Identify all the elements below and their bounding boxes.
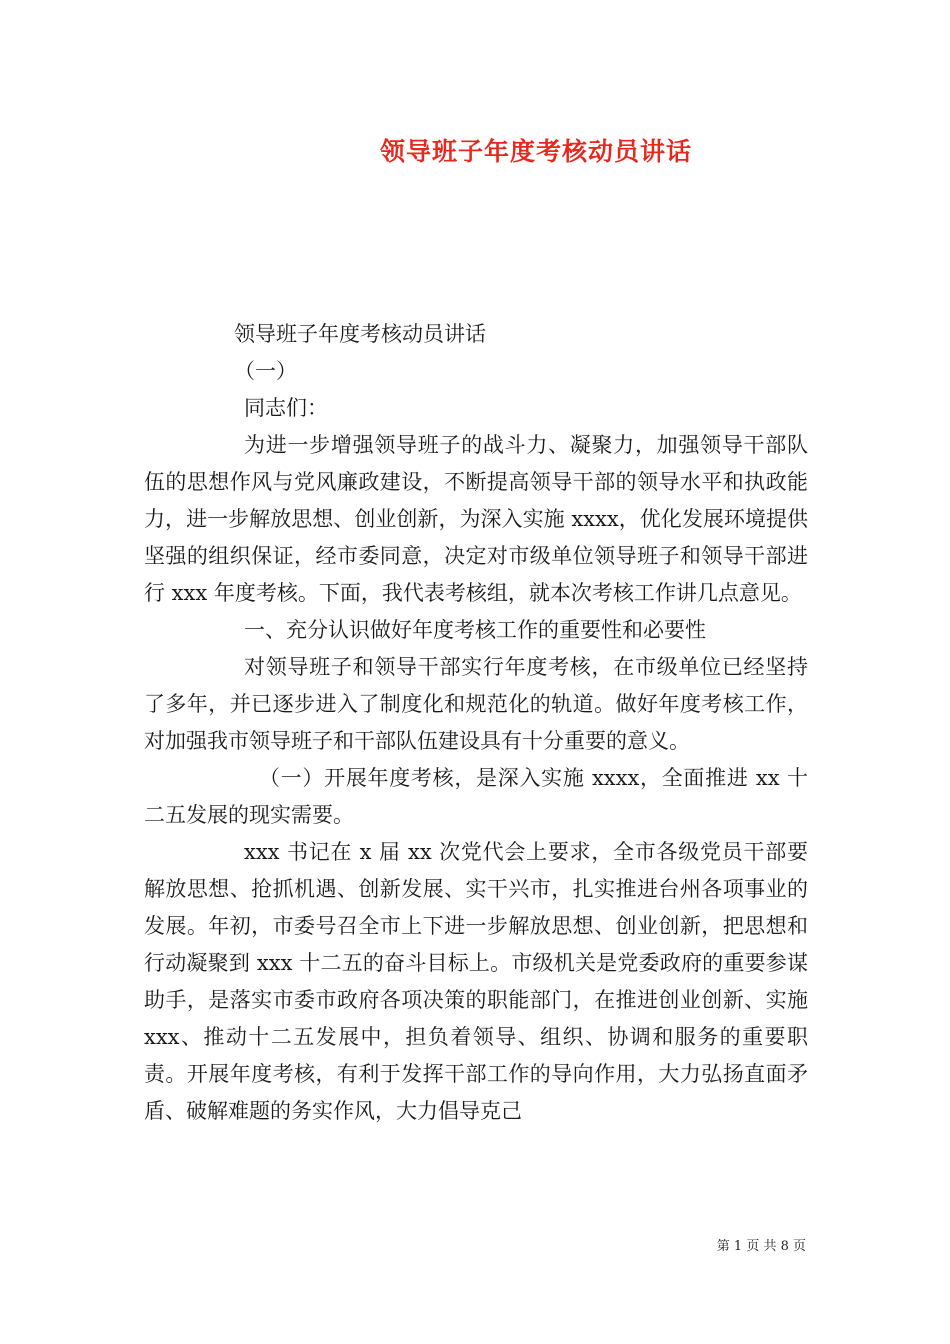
- document-title: 领导班子年度考核动员讲话: [379, 137, 692, 166]
- paragraph-intro: 为进一步增强领导班子的战斗力、凝聚力，加强领导干部队伍的思想作风与党风廉政建设，不断提高领导干部的领导水平和执政能力，进一步解放思想、创业创新，为深入实施 xxxx，优化发展环境提供坚强的组织保证，经市委同意，决定对市级单位领导班子和领导干部进行 xxx 年度考核。下面，我代表考核组，就本次考核工作讲几点意见。: [144, 433, 808, 605]
- paragraph-two: 对领导班子和领导干部实行年度考核，在市级单位已经坚持了多年，并已逐步进入了制度化和规范化的轨道。做好年度考核工作，对加强我市领导班子和干部队伍建设具有十分重要的意义。: [144, 655, 808, 753]
- heading-one: 一、充分认识做好年度考核工作的重要性和必要性: [244, 618, 706, 642]
- paragraph-four: xxx 书记在 x 届 xx 次党代会上要求，全市各级党员干部要解放思想、抢抓机遇、创新发展、实干兴市，扎实推进台州各项事业的发展。年初，市委号召全市上下进一步解放思想、创业创新，把思想和行动凝聚到 xxx 十二五的奋斗目标上。市级机关是党委政府的重要参谋助手，是落实市委市政府各项决策的职能部门，在推进创业创新、实施 xxx、推动十二五发展中，担负着领导、组织、协调和服务的重要职责。开展年度考核，有利于发挥干部工作的导向作用，大力弘扬直面矛盾、破解难题的务实作风，大力倡导克己: [144, 840, 808, 1123]
- document-body: [144, 316, 808, 1130]
- paragraph-three: （一）开展年度考核，是深入实施 xxxx，全面推进 xx 十二五发展的现实需要。: [144, 766, 808, 827]
- page-number: 第 1 页 共 8 页: [716, 1239, 806, 1254]
- document-subtitle: 领导班子年度考核动员讲话: [234, 322, 486, 346]
- greeting: 同志们：: [244, 396, 328, 420]
- section-mark: （一）: [234, 359, 297, 383]
